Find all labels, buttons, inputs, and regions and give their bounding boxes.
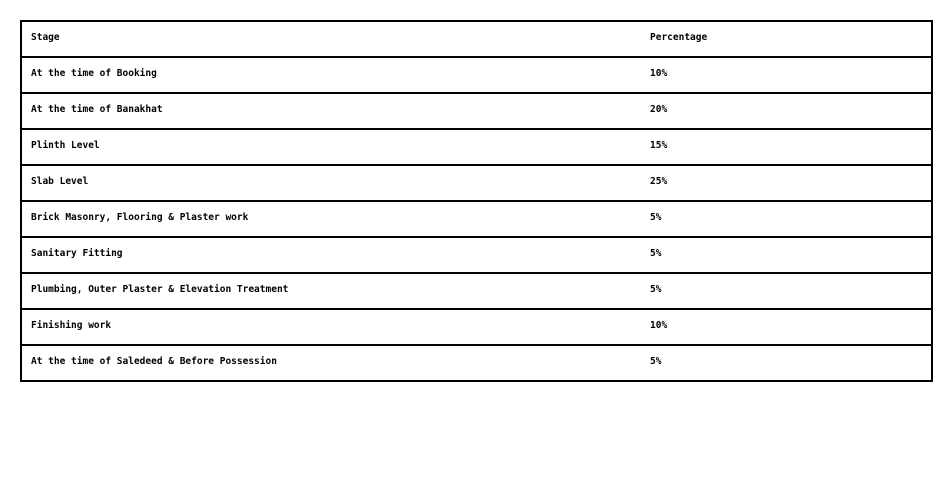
table-row (21, 237, 932, 273)
stage-text: At the time of Saledeed & Before Possession (31, 356, 277, 367)
header-row (21, 21, 932, 57)
stage-cell (21, 201, 641, 237)
stage-text: Finishing work (31, 320, 112, 331)
payment-schedule-table (20, 20, 933, 382)
percentage-cell (641, 93, 932, 129)
header-percentage-label: Percentage (650, 32, 708, 43)
stage-cell (21, 309, 641, 345)
table-row (21, 57, 932, 93)
percentage-text: 15% (650, 140, 668, 151)
percentage-text: 20% (650, 104, 668, 115)
table-row (21, 273, 932, 309)
percentage-text: 10% (650, 68, 668, 79)
table-row (21, 309, 932, 345)
stage-text: At the time of Booking (31, 68, 157, 79)
table-row (21, 93, 932, 129)
percentage-text: 5% (650, 212, 662, 223)
stage-cell (21, 57, 641, 93)
percentage-text: 5% (650, 356, 662, 367)
stage-cell (21, 273, 641, 309)
stage-text: At the time of Banakhat (31, 104, 163, 115)
stage-text: Sanitary Fitting (31, 248, 123, 259)
stage-text: Plumbing, Outer Plaster & Elevation Treatment (31, 284, 289, 295)
table-row (21, 165, 932, 201)
percentage-cell (641, 165, 932, 201)
stage-cell (21, 129, 641, 165)
stage-cell (21, 237, 641, 273)
stage-cell (21, 165, 641, 201)
percentage-text: 5% (650, 248, 662, 259)
table-row (21, 201, 932, 237)
percentage-text: 10% (650, 320, 668, 331)
percentage-cell (641, 129, 932, 165)
header-stage-label: Stage (31, 32, 60, 43)
header-percentage (641, 21, 932, 57)
stage-text: Brick Masonry, Flooring & Plaster work (31, 212, 249, 223)
table-row (21, 129, 932, 165)
table-body (21, 57, 932, 381)
percentage-cell (641, 237, 932, 273)
table-row (21, 345, 932, 381)
percentage-cell (641, 57, 932, 93)
percentage-cell (641, 201, 932, 237)
stage-text: Plinth Level (31, 140, 100, 151)
percentage-text: 25% (650, 176, 668, 187)
percentage-cell (641, 273, 932, 309)
percentage-text: 5% (650, 284, 662, 295)
header-stage (21, 21, 641, 57)
stage-cell (21, 345, 641, 381)
stage-text: Slab Level (31, 176, 89, 187)
table-header (21, 21, 932, 57)
stage-cell (21, 93, 641, 129)
percentage-cell (641, 345, 932, 381)
percentage-cell (641, 309, 932, 345)
